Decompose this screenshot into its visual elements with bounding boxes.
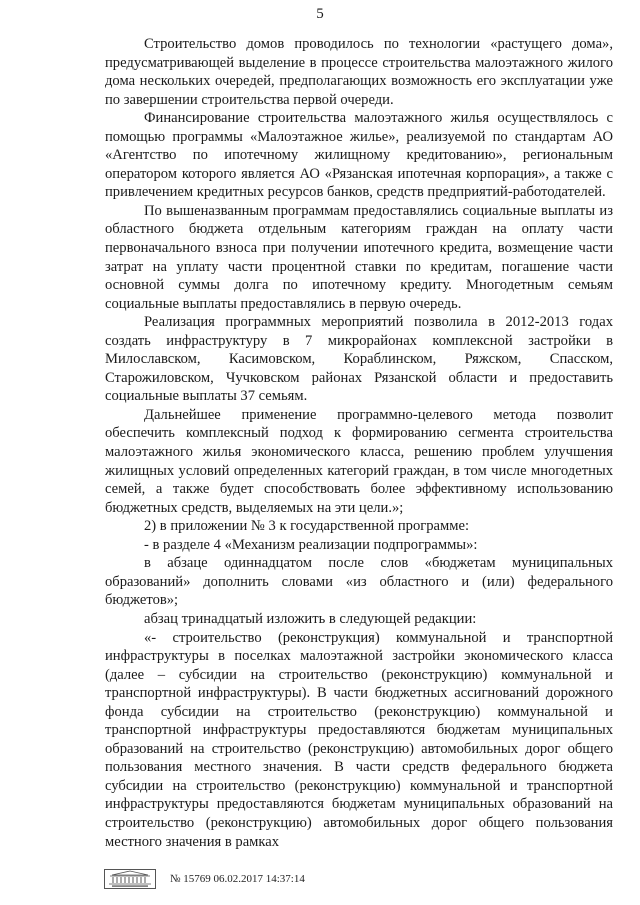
paragraph: Дальнейшее применение программно-целевого метода позволит обеспечить комплексный подход к формированию сегмента строительства малоэтажного жилья экономического класса, решению проблем улучшения жилищных условий определенных категорий граждан, в том числе многодетных семей, а также будет способствовать более эффективному использованию бюджетных средств, выделяемых на эти цели.»;	[105, 406, 613, 516]
registration-stamp: № 15769 06.02.2017 14:37:14	[170, 873, 305, 885]
paragraph: 2) в приложении № 3 к государственной программе:	[144, 518, 470, 535]
paragraph: «- строительство (реконструкция) коммунальной и транспортной инфраструктуры в поселках малоэтажной застройки экономического класса (далее – субсидии на строительство (реконструкцию) коммунальной и транспортной инфраструктуры). В части бюджетных ассигнований дорожного фонда субсидии на строительство (реконструкцию) коммунальной и транспортной инфраструктуры предоставляются бюджетам муниципальных образований на строительство (реконструкцию) автомобильных дорог общего пользования местного значения. В части средств федерального бюджета субсидии на строительство (реконструкцию) коммунальной и транспортной инфраструктуры предоставляются бюджетам муниципальных образований на строительство (реконструкцию) автомобильных дорог общего пользования местного значения в рамках	[105, 629, 613, 850]
page-number: 5	[316, 6, 324, 22]
paragraph: - в разделе 4 «Механизм реализации подпрограммы»:	[144, 536, 478, 553]
paragraph: в абзаце одиннадцатом после слов «бюджетам муниципальных образований» дополнить словами «из областного и (или) федерального бюджетов»;	[105, 555, 613, 609]
registry-emblem-icon	[104, 869, 156, 889]
paragraph: Финансирование строительства малоэтажного жилья осуществлялось с помощью программы «Малоэтажное жилье», реализуемой по стандартам АО «Агентство по ипотечному жилищному кредитованию», региональным оператором которого является АО «Рязанская ипотечная корпорация», а также с привлечением кредитных ресурсов банков, средств предприятий-работодателей.	[105, 110, 613, 201]
registration-footer	[104, 868, 305, 890]
paragraph: По вышеназванным программам предоставлялись социальные выплаты из областного бюджета отдельным категориям граждан на оплату части первоначального взноса при получении ипотечного кредита, возмещение части затрат на уплату части процентной ставки по кредитам, погашение части основной суммы долга по ипотечному кредиту. Многодетным семьям социальные выплаты предоставлялись в первую очередь.	[105, 202, 613, 312]
paragraph: Реализация программных мероприятий позволила в 2012-2013 годах создать инфраструктуру в 7 микрорайонах комплексной застройки в Милославском, Касимовском, Кораблинском, Ряжском, Спасском, Старожиловском, Чучковском районах Рязанской области и предоставить социальные выплаты 37 семьям.	[105, 314, 613, 405]
document-body	[105, 35, 613, 851]
paragraph: Строительство домов проводилось по технологии «растущего дома», предусматривающей выделение в процессе строительства малоэтажного жилого дома нескольких очередей, предполагающих возможность его эксплуатации уже по завершении строительства первой очереди.	[105, 36, 613, 108]
paragraph: абзац тринадцатый изложить в следующей редакции:	[144, 610, 477, 627]
